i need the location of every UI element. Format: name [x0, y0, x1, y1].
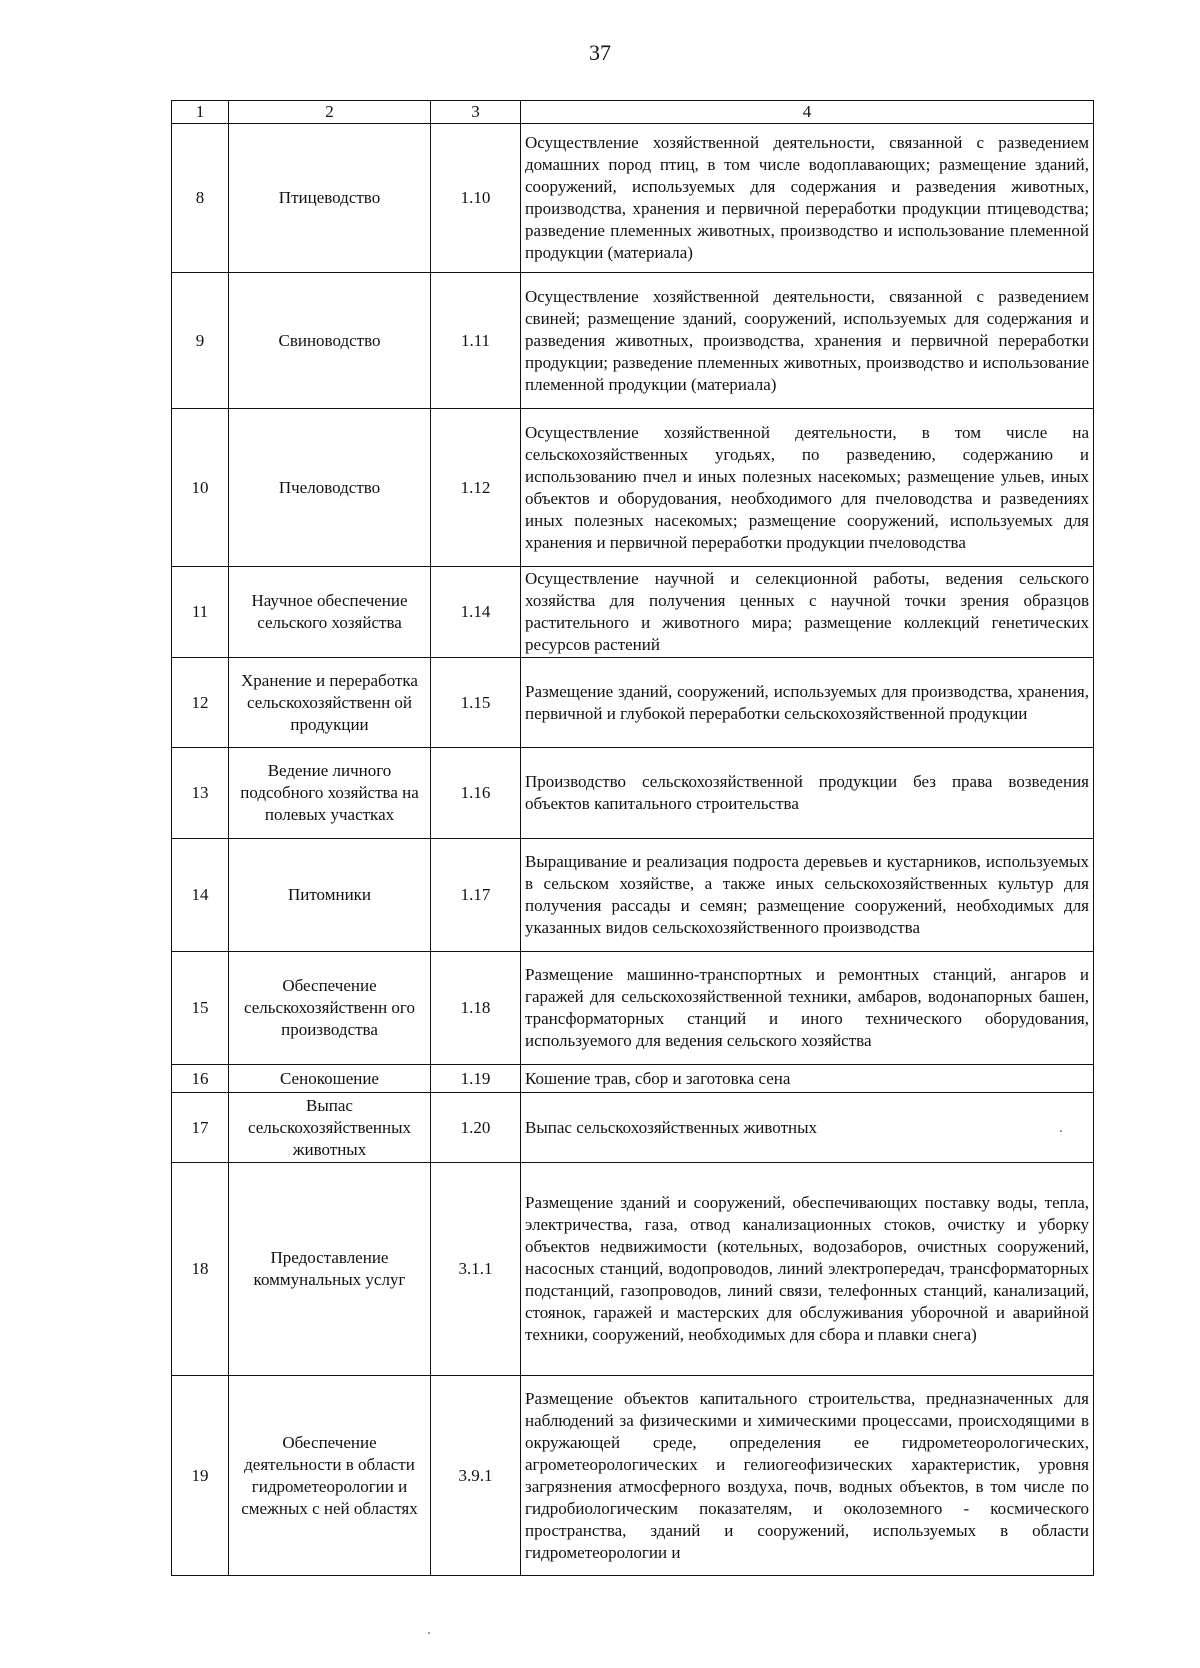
table-row — [172, 658, 1094, 748]
use-name: Обеспечение сельскохозяйственн ого производства — [229, 952, 431, 1065]
use-description: Размещение машинно-транспортных и ремонтных станций, ангаров и гаражей для сельскохозяйственной техники, амбаров, водонапорных башен, трансформаторных станций и иного технического оборудования, используемого для ведения сельского хозяйства — [521, 952, 1094, 1065]
header-col-3: 3 — [431, 101, 521, 124]
table-row — [172, 1065, 1094, 1093]
use-description: Осуществление хозяйственной деятельности, связанной с разведением домашних пород птиц, в том числе водоплавающих; размещение зданий, сооружений, используемых для содержания и разведения животных, производства, хранения и первичной переработки продукции птицеводства; разведение племенных животных, производство и использование племенной продукции (материала) — [521, 124, 1094, 273]
row-number: 10 — [172, 409, 229, 567]
table-row — [172, 1093, 1094, 1163]
use-name: Питомники — [229, 839, 431, 952]
header-col-4: 4 — [521, 101, 1094, 124]
row-number: 15 — [172, 952, 229, 1065]
use-name: Птицеводство — [229, 124, 431, 273]
row-number: 14 — [172, 839, 229, 952]
use-name: Пчеловодство — [229, 409, 431, 567]
header-col-1: 1 — [172, 101, 229, 124]
table-row — [172, 409, 1094, 567]
table-row — [172, 748, 1094, 839]
use-code: 1.10 — [431, 124, 521, 273]
zoning-table — [171, 100, 1094, 1576]
page-number: 37 — [589, 40, 611, 65]
use-description: Размещение зданий, сооружений, используемых для производства, хранения, первичной и глубокой переработки сельскохозяйственной продукции — [521, 658, 1094, 748]
row-number: 8 — [172, 124, 229, 273]
use-code: 1.17 — [431, 839, 521, 952]
table-row — [172, 839, 1094, 952]
row-number: 17 — [172, 1093, 229, 1163]
use-code: 1.19 — [431, 1065, 521, 1093]
scan-speck — [428, 1632, 430, 1634]
use-name: Научное обеспечение сельского хозяйства — [229, 567, 431, 658]
header-col-2: 2 — [229, 101, 431, 124]
use-name: Выпас сельскохозяйственных животных — [229, 1093, 431, 1163]
use-code: 3.1.1 — [431, 1163, 521, 1376]
use-name: Хранение и переработка сельскохозяйственн ой продукции — [229, 658, 431, 748]
table-row — [172, 124, 1094, 273]
use-code: 1.15 — [431, 658, 521, 748]
row-number: 11 — [172, 567, 229, 658]
use-code: 1.20 — [431, 1093, 521, 1163]
use-description: Выпас сельскохозяйственных животных — [521, 1093, 1094, 1163]
use-name: Свиноводство — [229, 273, 431, 409]
use-name: Предоставление коммунальных услуг — [229, 1163, 431, 1376]
row-number: 16 — [172, 1065, 229, 1093]
table-row — [172, 273, 1094, 409]
row-number: 13 — [172, 748, 229, 839]
row-number: 19 — [172, 1376, 229, 1576]
use-description: Выращивание и реализация подроста деревьев и кустарников, используемых в сельском хозяйстве, а также иных сельскохозяйственных культур для получения рассады и семян; размещение сооружений, необходимых для указанных видов сельскохозяйственного производства — [521, 839, 1094, 952]
scan-speck — [1060, 1130, 1062, 1132]
use-name: Сенокошение — [229, 1065, 431, 1093]
use-description: Кошение трав, сбор и заготовка сена — [521, 1065, 1094, 1093]
table-row — [172, 1376, 1094, 1576]
use-name: Ведение личного подсобного хозяйства на полевых участках — [229, 748, 431, 839]
use-description: Осуществление научной и селекционной работы, ведения сельского хозяйства для получения ценных с научной точки зрения образцов растительного и животного мира; размещение коллекций генетических ресурсов растений — [521, 567, 1094, 658]
use-description: Осуществление хозяйственной деятельности, в том числе на сельскохозяйственных угодьях, по разведению, содержанию и использованию пчел и иных полезных насекомых; размещение ульев, иных объектов и оборудования, необходимого для пчеловодства и разведениях иных полезных насекомых; размещение сооружений, используемых для хранения и первичной переработки продукции пчеловодства — [521, 409, 1094, 567]
use-description: Производство сельскохозяйственной продукции без права возведения объектов капитального строительства — [521, 748, 1094, 839]
use-code: 1.18 — [431, 952, 521, 1065]
table-row — [172, 952, 1094, 1065]
use-code: 3.9.1 — [431, 1376, 521, 1576]
row-number: 12 — [172, 658, 229, 748]
use-description: Размещение объектов капитального строительства, предназначенных для наблюдений за физическими и химическими процессами, происходящими в окружающей среде, определения ее гидрометеорологических, агрометеорологических и гелиогеофизических характеристик, уровня загрязнения атмосферного воздуха, почв, водных объектов, в том числе по гидробиологическим показателям, и околоземного - космического пространства, зданий и сооружений, используемых в области гидрометеорологии и — [521, 1376, 1094, 1576]
header-row — [172, 101, 1094, 124]
use-code: 1.14 — [431, 567, 521, 658]
row-number: 18 — [172, 1163, 229, 1376]
use-code: 1.12 — [431, 409, 521, 567]
use-description: Размещение зданий и сооружений, обеспечивающих поставку воды, тепла, электричества, газа, отвод канализационных стоков, очистку и уборку объектов недвижимости (котельных, водозаборов, очистных сооружений, насосных станций, водопроводов, линий электропередач, трансформаторных подстанций, газопроводов, линий связи, телефонных станций, канализаций, стоянок, гаражей и мастерских для обслуживания уборочной и аварийной техники, сооружений, необходимых для сбора и плавки снега) — [521, 1163, 1094, 1376]
use-name: Обеспечение деятельности в области гидрометеорологии и смежных с ней областях — [229, 1376, 431, 1576]
use-code: 1.16 — [431, 748, 521, 839]
use-description: Осуществление хозяйственной деятельности, связанной с разведением свиней; размещение зданий, сооружений, используемых для содержания и разведения животных, производства, хранения и первичной переработки продукции; разведение племенных животных, производство и использование племенной продукции (материала) — [521, 273, 1094, 409]
table-row — [172, 567, 1094, 658]
use-code: 1.11 — [431, 273, 521, 409]
table-row — [172, 1163, 1094, 1376]
row-number: 9 — [172, 273, 229, 409]
